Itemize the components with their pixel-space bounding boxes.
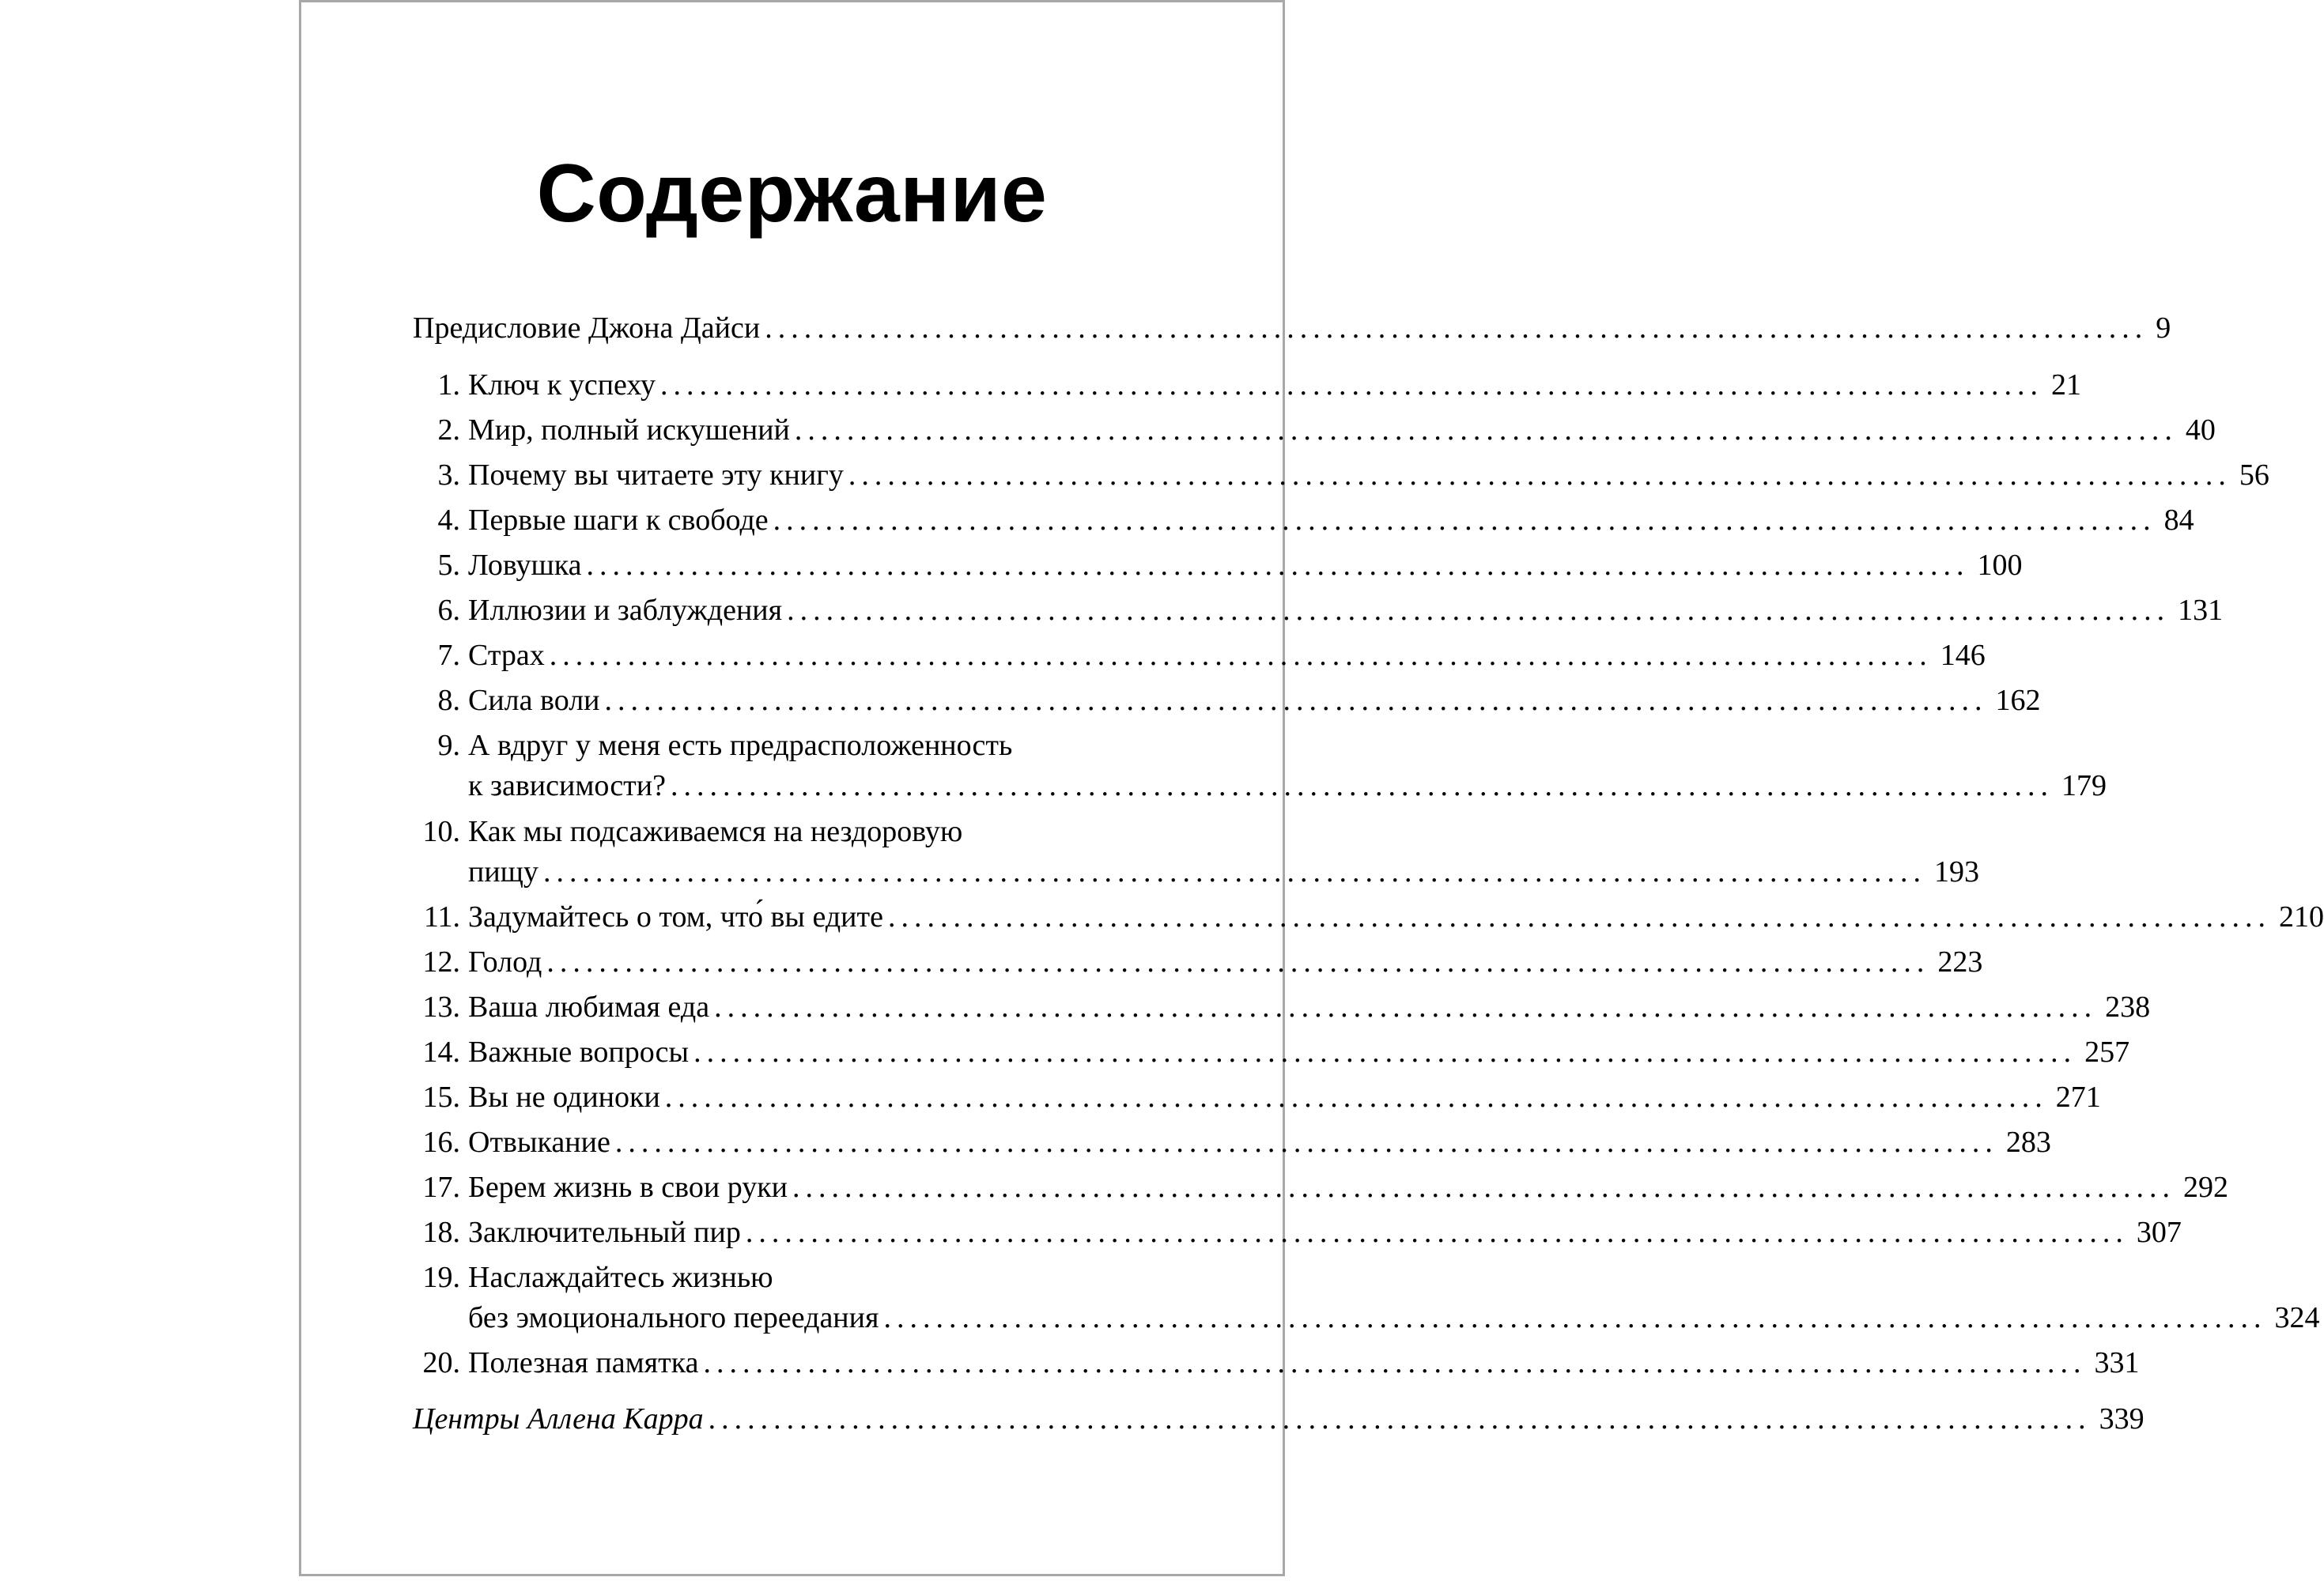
entry-title: Иллюзии и заблуждения <box>468 594 783 627</box>
dot-leader: .......................................................................................................... <box>664 1081 2048 1114</box>
chapter-number: 13. <box>422 990 460 1024</box>
chapter-number: 4. <box>437 504 460 537</box>
entry-page-number: 21 <box>2050 368 2081 402</box>
entry-page-number: 257 <box>2084 1036 2130 1069</box>
entry-title: А вдруг у меня есть предрасположенность <box>468 729 1013 762</box>
dot-leader: .......................................................................................................... <box>693 1036 2077 1069</box>
entry-page-number: 146 <box>1940 639 1986 672</box>
chapter-number: 18. <box>422 1216 460 1249</box>
dot-leader: .......................................................................................................... <box>883 1301 2267 1334</box>
toc-entry-chapter-7[interactable] <box>413 636 1986 674</box>
toc-entry-chapter-20[interactable] <box>413 1344 2140 1382</box>
entry-title: Задумайтесь о том, что́ вы едите <box>468 900 883 934</box>
entry-page-number: 283 <box>2005 1126 2051 1159</box>
entry-page-number: 331 <box>2094 1346 2140 1379</box>
chapter-number: 19. <box>422 1261 460 1294</box>
chapter-number: 14. <box>422 1036 460 1069</box>
chapter-number: 10. <box>422 815 460 848</box>
chapter-number: 6. <box>437 594 460 627</box>
dot-leader: .......................................................................................................... <box>773 504 2156 537</box>
toc-entry-chapter-3[interactable] <box>413 456 2269 494</box>
dot-leader: .......................................................................................................... <box>604 684 1988 717</box>
entry-page-number: 223 <box>1937 945 1983 979</box>
entry-title: Полезная памятка <box>468 1346 699 1379</box>
dot-leader: .......................................................................................................... <box>848 458 2231 492</box>
entry-page-number: 131 <box>2178 594 2224 627</box>
entry-title-continued: к зависимости? <box>468 769 666 802</box>
dot-leader: .......................................................................................................... <box>792 1171 2175 1204</box>
entry-page-number: 271 <box>2055 1081 2101 1114</box>
dot-leader: .......................................................................................................... <box>671 769 2054 802</box>
dot-leader: .......................................................................................................... <box>586 549 1970 582</box>
dot-leader: .......................................................................................................... <box>787 594 2171 627</box>
toc-entry-chapter-9[interactable] <box>413 726 1129 764</box>
entry-title: Берем жизнь в свои руки <box>468 1171 788 1204</box>
chapter-number: 20. <box>422 1346 460 1379</box>
toc-entry-chapter-5[interactable] <box>413 546 2023 584</box>
entry-page-number: 56 <box>2239 458 2269 492</box>
entry-page-number: 238 <box>2105 990 2151 1024</box>
entry-page-number: 40 <box>2185 413 2216 447</box>
chapter-number: 15. <box>422 1081 460 1114</box>
toc-entry-chapter-14[interactable] <box>413 1033 2130 1071</box>
dot-leader: .......................................................................................................... <box>794 413 2178 447</box>
toc-entry-chapter-10-continued[interactable] <box>413 853 1979 891</box>
entry-title: Отвыкание <box>468 1126 610 1159</box>
entry-page-number: 100 <box>1977 549 2023 582</box>
entry-title: Почему вы читаете эту книгу <box>468 458 844 492</box>
chapter-number: 16. <box>422 1126 460 1159</box>
book-page <box>299 0 2324 1576</box>
toc-entry-chapter-19-continued[interactable] <box>413 1299 2320 1337</box>
entry-title-continued: без эмоционального переедания <box>468 1301 879 1334</box>
toc-entry-chapter-8[interactable] <box>413 681 2041 719</box>
dot-leader: .......................................................................................................... <box>745 1216 2129 1249</box>
entry-page-number: 193 <box>1933 855 1979 889</box>
dot-leader: .......................................................................................................... <box>714 990 2098 1024</box>
dot-leader: .......................................................................................................... <box>708 1402 2092 1436</box>
entry-title: Предисловие Джона Дайси <box>413 311 761 345</box>
toc-entry-chapter-18[interactable] <box>413 1213 2182 1251</box>
entry-title: Наслаждайтесь жизнью <box>468 1261 773 1294</box>
chapter-number: 2. <box>437 413 460 447</box>
dot-leader: .......................................................................................................... <box>542 855 1926 889</box>
entry-page-number: 292 <box>2183 1171 2228 1204</box>
entry-title-continued: пищу <box>468 855 538 889</box>
dot-leader: .......................................................................................................... <box>614 1126 1998 1159</box>
dot-leader: .......................................................................................................... <box>703 1346 2087 1379</box>
toc-entry-chapter-12[interactable] <box>413 943 1983 981</box>
dot-leader: .......................................................................................................... <box>549 639 1933 672</box>
entry-title: Ловушка <box>468 549 582 582</box>
chapter-number: 17. <box>422 1171 460 1204</box>
entry-title: Мир, полный искушений <box>468 413 790 447</box>
entry-page-number: 210 <box>2278 900 2324 934</box>
entry-page-number: 307 <box>2136 1216 2182 1249</box>
chapter-number: 11. <box>423 900 460 934</box>
dot-leader: .......................................................................................................... <box>659 368 2043 402</box>
entry-page-number: 339 <box>2099 1402 2145 1436</box>
dot-leader: .......................................................................................................... <box>765 311 2148 345</box>
toc-entry-chapter-9-continued[interactable] <box>413 767 2107 805</box>
toc-entry-chapter-1[interactable] <box>413 366 2081 404</box>
entry-title: Ваша любимая еда <box>468 990 710 1024</box>
dot-leader: .......................................................................................................... <box>887 900 2271 934</box>
toc-entry-chapter-6[interactable] <box>413 591 2224 629</box>
dot-leader: .......................................................................................................... <box>546 945 1930 979</box>
toc-entry-chapter-17[interactable] <box>413 1168 2228 1206</box>
chapter-number: 3. <box>437 458 460 492</box>
entry-page-number: 179 <box>2061 769 2107 802</box>
entry-title: Как мы подсаживаемся на нездоровую <box>468 815 963 848</box>
chapter-number: 9. <box>437 729 460 762</box>
toc-entry-chapter-2[interactable] <box>413 411 2216 449</box>
chapter-number: 1. <box>437 368 460 402</box>
entry-title: Сила воли <box>468 684 600 717</box>
toc-entry-chapter-11[interactable] <box>413 898 2324 936</box>
entry-title: Голод <box>468 945 542 979</box>
entry-title: Ключ к успеху <box>468 368 656 402</box>
entry-page-number: 84 <box>2163 504 2194 537</box>
toc-entry-chapter-10[interactable] <box>413 813 1129 851</box>
chapter-number: 5. <box>437 549 460 582</box>
toc-entry-chapter-19[interactable] <box>413 1258 1129 1296</box>
toc-entry-chapter-15[interactable] <box>413 1078 2101 1116</box>
page-title: Содержание <box>536 148 1048 240</box>
entry-page-number: 9 <box>2156 311 2171 345</box>
toc-entry-chapter-13[interactable] <box>413 988 2151 1026</box>
entry-page-number: 324 <box>2274 1301 2320 1334</box>
chapter-number: 8. <box>437 684 460 717</box>
toc-entry-preface[interactable] <box>413 309 2171 347</box>
entry-title: Вы не одиноки <box>468 1081 660 1114</box>
chapter-number: 12. <box>422 945 460 979</box>
entry-page-number: 162 <box>1995 684 2041 717</box>
toc-entry-chapter-4[interactable] <box>413 501 2194 539</box>
toc-entry-appendix[interactable] <box>413 1400 2145 1438</box>
chapter-number: 7. <box>437 639 460 672</box>
toc-entry-chapter-16[interactable] <box>413 1123 2051 1161</box>
entry-title: Страх <box>468 639 545 672</box>
entry-title: Первые шаги к свободе <box>468 504 769 537</box>
entry-title: Важные вопросы <box>468 1036 690 1069</box>
entry-title: Центры Аллена Карра <box>413 1402 704 1436</box>
table-of-contents <box>413 2 2324 1579</box>
entry-title: Заключительный пир <box>468 1216 741 1249</box>
